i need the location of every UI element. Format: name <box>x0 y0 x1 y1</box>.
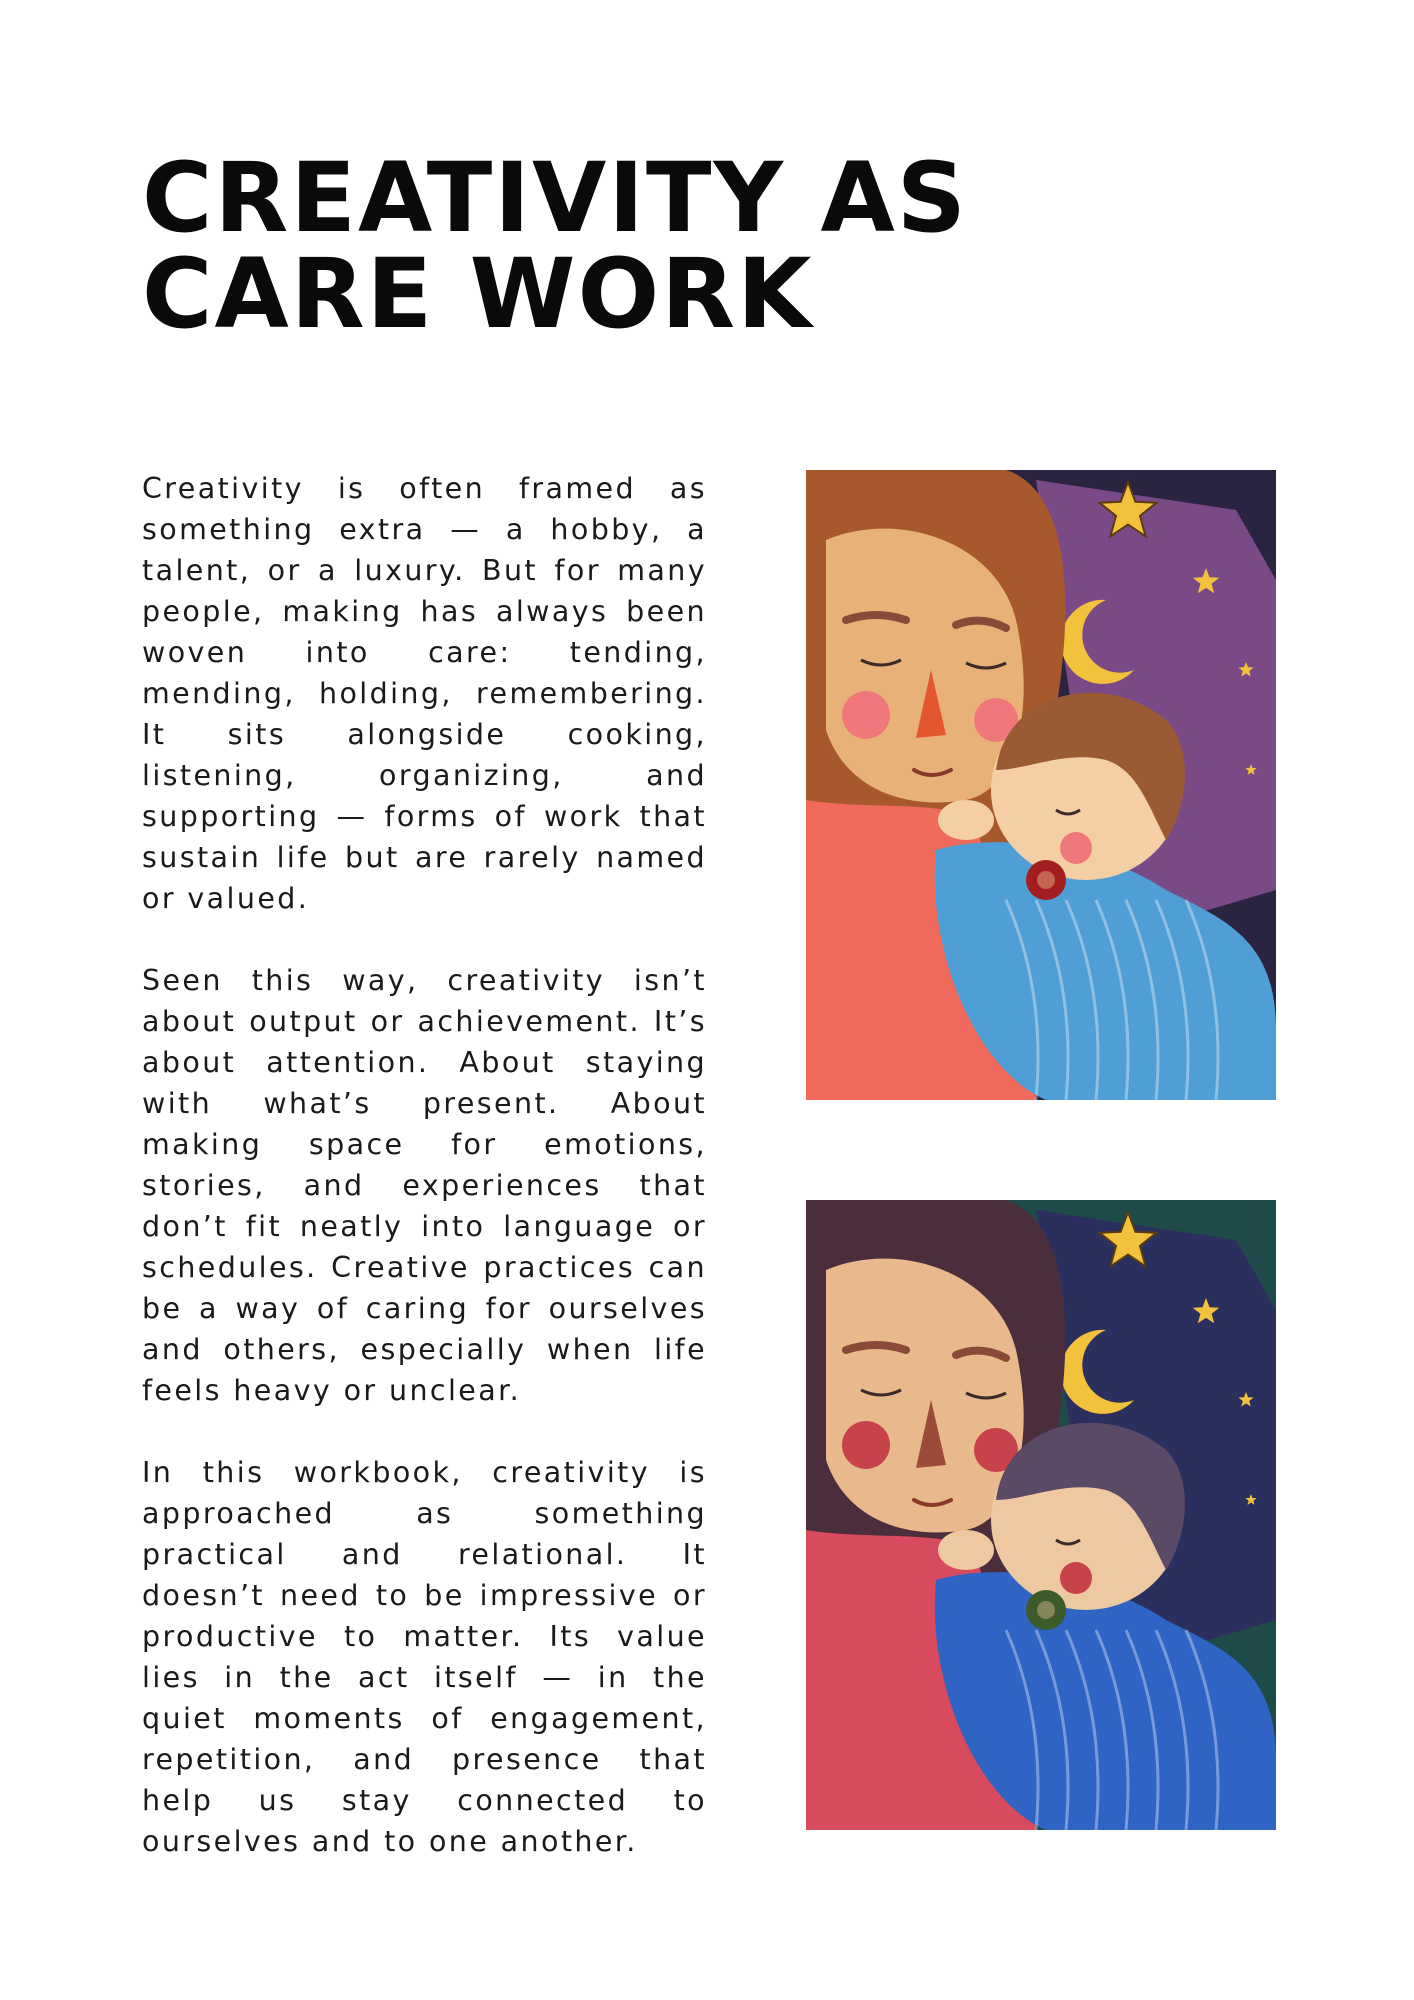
illustration-warm <box>806 470 1276 1100</box>
mother-child-illustration <box>806 1200 1276 1830</box>
paragraph-1: Creativity is often framed as something extra — a hobby, a talent, or a luxury. But for many people, making has always been woven into care: tending, mending, holding, remembering. It sits alongside cooking, listening, organizing, and supporting — forms of work that sustain life but are rarely named or valued. <box>142 472 707 915</box>
illustration-cool <box>806 1200 1276 1830</box>
title-line-1: CREATIVITY AS <box>142 142 968 254</box>
body-text <box>142 468 707 1903</box>
title-line-2: CARE WORK <box>142 238 814 350</box>
paragraph-3: In this workbook, creativity is approached as something practical and relational. It doesn’t need to be impressive or productive to matter. Its value lies in the act itself — in the quiet moments of engagement, repetition, and presence that help us stay connected to ourselves and to one another. <box>142 1456 707 1858</box>
page-title <box>142 142 1042 350</box>
mother-child-illustration <box>806 470 1276 1100</box>
paragraph-2: Seen this way, creativity isn’t about output or achievement. It’s about attention. About staying with what’s present. About making space for emotions, stories, and experiences that don’t fit neatly into language or schedules. Creative practices can be a way of caring for ourselves and others, especially when life feels heavy or unclear. <box>142 964 707 1407</box>
